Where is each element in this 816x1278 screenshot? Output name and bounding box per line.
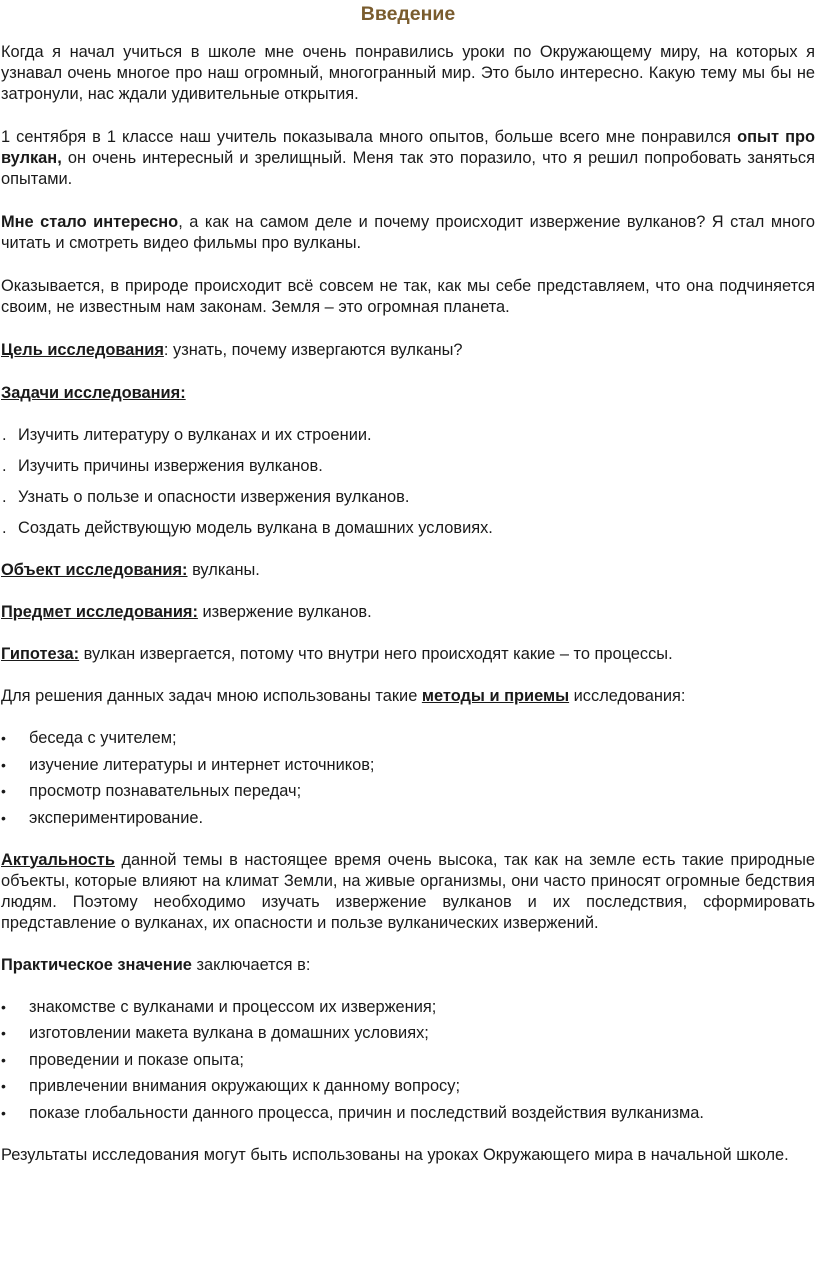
list-item-text: проведении и показе опыта; <box>29 1050 244 1069</box>
practical-text: заключается в: <box>191 955 311 974</box>
list-item <box>1 728 815 755</box>
volcano-experiment-phrase: опыт про вулкан, <box>1 128 815 167</box>
bullet-marker: • <box>1 809 6 826</box>
document-page <box>0 2 816 1166</box>
list-item-text: Изучить литературу о вулканах и их строении. <box>18 426 372 444</box>
september-text-end: он очень интересный и зрелищный. Меня так это поразило, что я решил попробовать заняться опытами. <box>1 149 815 188</box>
bullet-marker: • <box>1 1025 6 1041</box>
list-item <box>1 518 815 539</box>
list-item-text: знакомстве с вулканами и процессом их извержения; <box>29 997 437 1016</box>
object-text: вулканы. <box>187 561 260 579</box>
list-item <box>1 1050 815 1077</box>
subject-line <box>1 602 815 623</box>
list-item <box>1 425 815 456</box>
nature-paragraph: Оказывается, в природе происходит всё совсем не так, как мы себе представляем, что она подчиняется своим, не известным нам законам. Земля – это огромная планета. <box>1 277 815 316</box>
list-item <box>1 755 815 782</box>
list-item-text: экспериментирование. <box>29 808 204 827</box>
interest-paragraph <box>1 212 815 254</box>
practical-list <box>1 997 815 1124</box>
list-item <box>1 456 815 487</box>
list-item-text: Узнать о пользе и опасности извержения вулканов. <box>18 488 410 506</box>
list-item-text: беседа с учителем; <box>29 729 177 747</box>
bullet-marker: • <box>1 783 6 799</box>
list-marker: . <box>2 426 7 444</box>
subject-label: Предмет исследования: <box>1 603 198 621</box>
relevance-paragraph <box>1 850 815 934</box>
bullet-marker: • <box>1 1104 6 1121</box>
list-item <box>1 808 815 829</box>
goal-label: Цель исследования <box>1 341 164 359</box>
object-label: Объект исследования: <box>1 561 188 579</box>
methods-text-end: исследования: <box>569 687 686 705</box>
intro-paragraph: Когда я начал учиться в школе мне очень понравились уроки по Окружающему миру, на которых я узнавал очень многое про наш огромный, многогранный мир. Это было интересно. Какую тему мы бы не затронули, нас ждали удивительные открытия. <box>1 43 815 103</box>
tasks-list <box>1 425 815 539</box>
bullet-marker: • <box>1 756 6 773</box>
september-paragraph <box>1 127 815 190</box>
methods-label: методы и приемы <box>421 687 570 705</box>
relevance-text: данной темы в настоящее время очень высока, так как на земле есть такие природные объекты, которые влияют на климат Земли, на живые организмы, они часто приносят огромные бедствия людям. Поэтому необходимо изучать извержение вулканов и их последствия, сформировать представление о вулканах, их опасности и пользе вулканических извержений. <box>1 850 815 932</box>
bullet-marker: • <box>1 1051 6 1068</box>
list-item-text: Создать действующую модель вулкана в домашних условиях. <box>18 519 493 537</box>
list-item <box>1 487 815 518</box>
bullet-marker: • <box>1 998 6 1015</box>
list-item-text: привлечении внимания окружающих к данному вопросу; <box>29 1077 460 1095</box>
list-item-text: изучение литературы и интернет источников; <box>29 755 375 774</box>
bullet-marker: • <box>1 730 6 746</box>
list-item-text: просмотр познавательных передач; <box>29 782 302 800</box>
practical-label: Практическое значение <box>1 955 192 974</box>
list-item-text: показе глобальности данного процесса, причин и последствий воздействия вулканизма. <box>29 1103 704 1122</box>
bullet-marker: • <box>1 1078 6 1094</box>
methods-line <box>1 686 815 707</box>
list-item <box>1 781 815 808</box>
goal-text: : узнать, почему извергаются вулканы? <box>163 341 463 359</box>
subject-text: извержение вулканов. <box>197 603 372 621</box>
list-marker: . <box>2 488 7 506</box>
tasks-label: Задачи исследования: <box>1 384 186 402</box>
interest-phrase: Мне стало интересно <box>1 213 179 231</box>
methods-list <box>1 728 815 829</box>
list-item <box>1 997 815 1024</box>
practical-line <box>1 955 815 976</box>
list-item <box>1 1103 815 1124</box>
hypothesis-label: Гипотеза: <box>1 645 80 663</box>
hypothesis-text: вулкан извергается, потому что внутри него происходят какие – то процессы. <box>79 645 673 663</box>
list-item <box>1 1023 815 1050</box>
september-text: 1 сентября в 1 классе наш учитель показывала много опытов, больше всего мне понравился <box>1 128 738 146</box>
tasks-heading <box>1 383 815 404</box>
results-paragraph: Результаты исследования могут быть использованы на уроках Окружающего мира в начальной школе. <box>1 1145 789 1164</box>
relevance-label: Актуальность <box>1 850 115 869</box>
list-marker: . <box>2 519 7 537</box>
list-item-text: изготовлении макета вулкана в домашних условиях; <box>29 1024 429 1042</box>
list-item-text: Изучить причины извержения вулканов. <box>18 457 323 475</box>
page-title: Введение <box>360 3 456 25</box>
methods-text: Для решения данных задач мною использованы такие <box>1 687 422 705</box>
list-item <box>1 1076 815 1103</box>
goal-line <box>1 340 815 361</box>
interest-text: , а как на самом деле и почему происходит извержение вулканов? Я стал много читать и смотреть видео фильмы про вулканы. <box>1 213 815 252</box>
object-line <box>1 560 815 581</box>
hypothesis-line <box>1 644 815 665</box>
list-marker: . <box>2 457 7 475</box>
